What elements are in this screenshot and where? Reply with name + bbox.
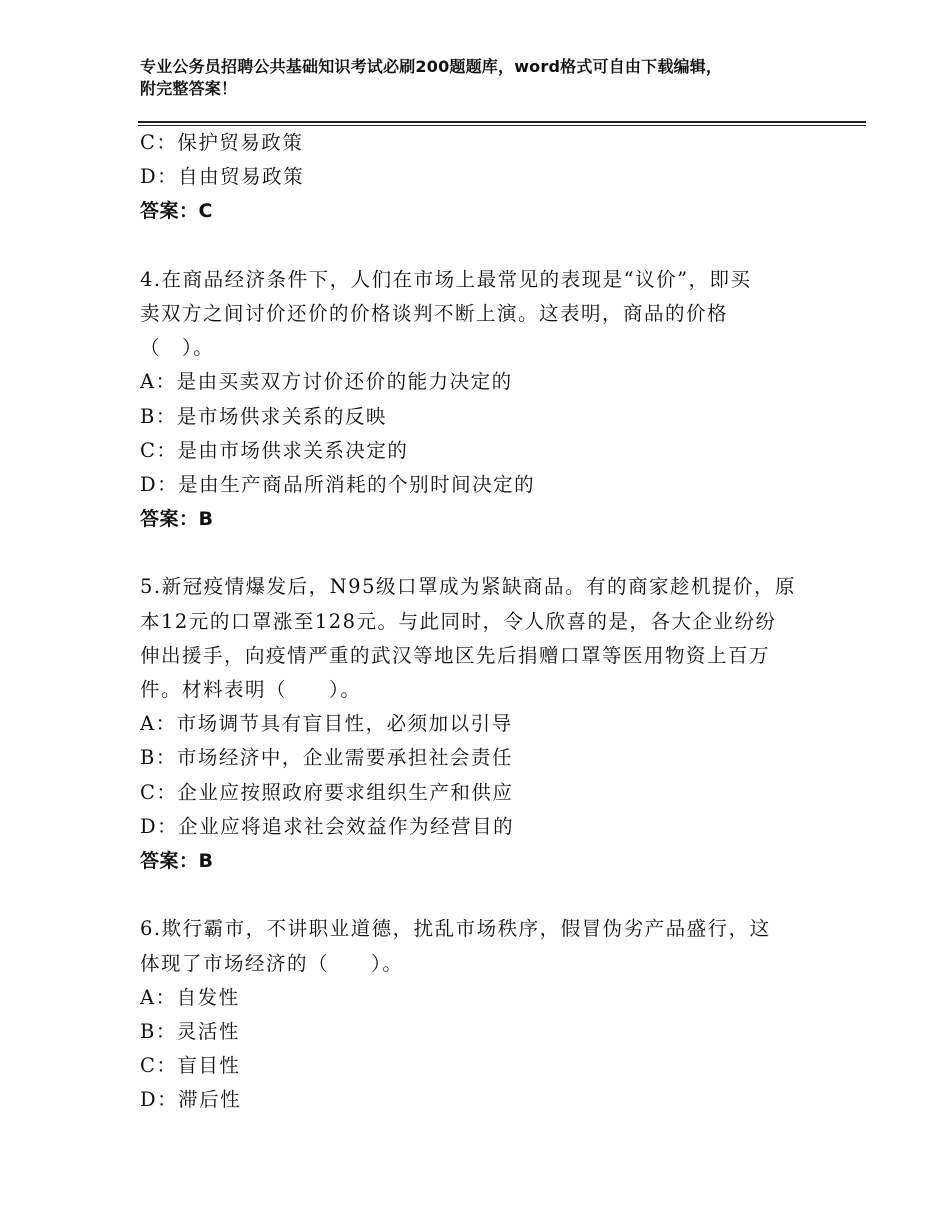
question-stem-line: 5.新冠疫情爆发后，N95级口罩成为紧缺商品。有的商家趁机提价，原 [140, 575, 796, 599]
question-stem-line: 卖双方之间讨价还价的价格谈判不断上演。这表明，商品的价格 [140, 301, 729, 325]
spacer [140, 878, 820, 912]
option-b: B：是市场供求关系的反映 [140, 404, 387, 428]
option-d: D：是由生产商品所消耗的个别时间决定的 [140, 472, 536, 496]
option-b: B：市场经济中，企业需要承担社会责任 [140, 746, 513, 770]
spacer [140, 229, 820, 263]
question-stem-line: 伸出援手，向疫情严重的武汉等地区先后捐赠口罩等医用物资上百万 [140, 643, 771, 667]
answer-label: 答案：B [140, 508, 214, 531]
option-a: A：是由买卖双方讨价还价的能力决定的 [140, 370, 513, 394]
question-stem-line: 6.欺行霸市，不讲职业道德，扰乱市场秩序，假冒伪劣产品盛行，这 [140, 917, 771, 941]
question-4 [140, 263, 820, 537]
option-d: D：自由贸易政策 [140, 165, 305, 189]
question-stem-line: 件。材料表明（ ）。 [140, 678, 362, 701]
answer-label: 答案：B [140, 849, 214, 872]
option-c: C：保护贸易政策 [140, 131, 304, 154]
question-stem-line: 体现了市场经济的（ ）。 [140, 951, 404, 975]
page-header [140, 56, 820, 100]
header-line-2: 附完整答案！ [140, 79, 238, 98]
question-5 [140, 570, 820, 878]
header-line-1: 专业公务员招聘公共基础知识考试必刷200题题库，word格式可自由下载编辑， [140, 57, 723, 76]
question-content [140, 126, 820, 1117]
answer-label: 答案：C [140, 200, 213, 223]
question-stem-line: （ ）。 [140, 336, 215, 360]
option-c: C：是由市场供求关系决定的 [140, 438, 409, 462]
option-a: A：市场调节具有盲目性，必须加以引导 [140, 712, 513, 736]
header-divider-thick [138, 121, 866, 123]
question-6 [140, 912, 820, 1117]
question-stem-line: 4.在商品经济条件下，人们在市场上最常见的表现是“议价”，即买 [140, 267, 752, 291]
spacer [140, 536, 820, 570]
question-stem-line: 本12元的口罩涨至128元。与此同时，令人欣喜的是，各大企业纷纷 [140, 609, 777, 633]
option-a: A：自发性 [140, 985, 240, 1009]
question-3-tail [140, 126, 820, 229]
option-d: D：滞后性 [140, 1088, 242, 1112]
option-c: C：盲目性 [140, 1054, 241, 1078]
option-c: C：企业应按照政府要求组织生产和供应 [140, 780, 514, 804]
option-b: B：灵活性 [140, 1019, 240, 1043]
option-d: D：企业应将追求社会效益作为经营目的 [140, 814, 515, 838]
